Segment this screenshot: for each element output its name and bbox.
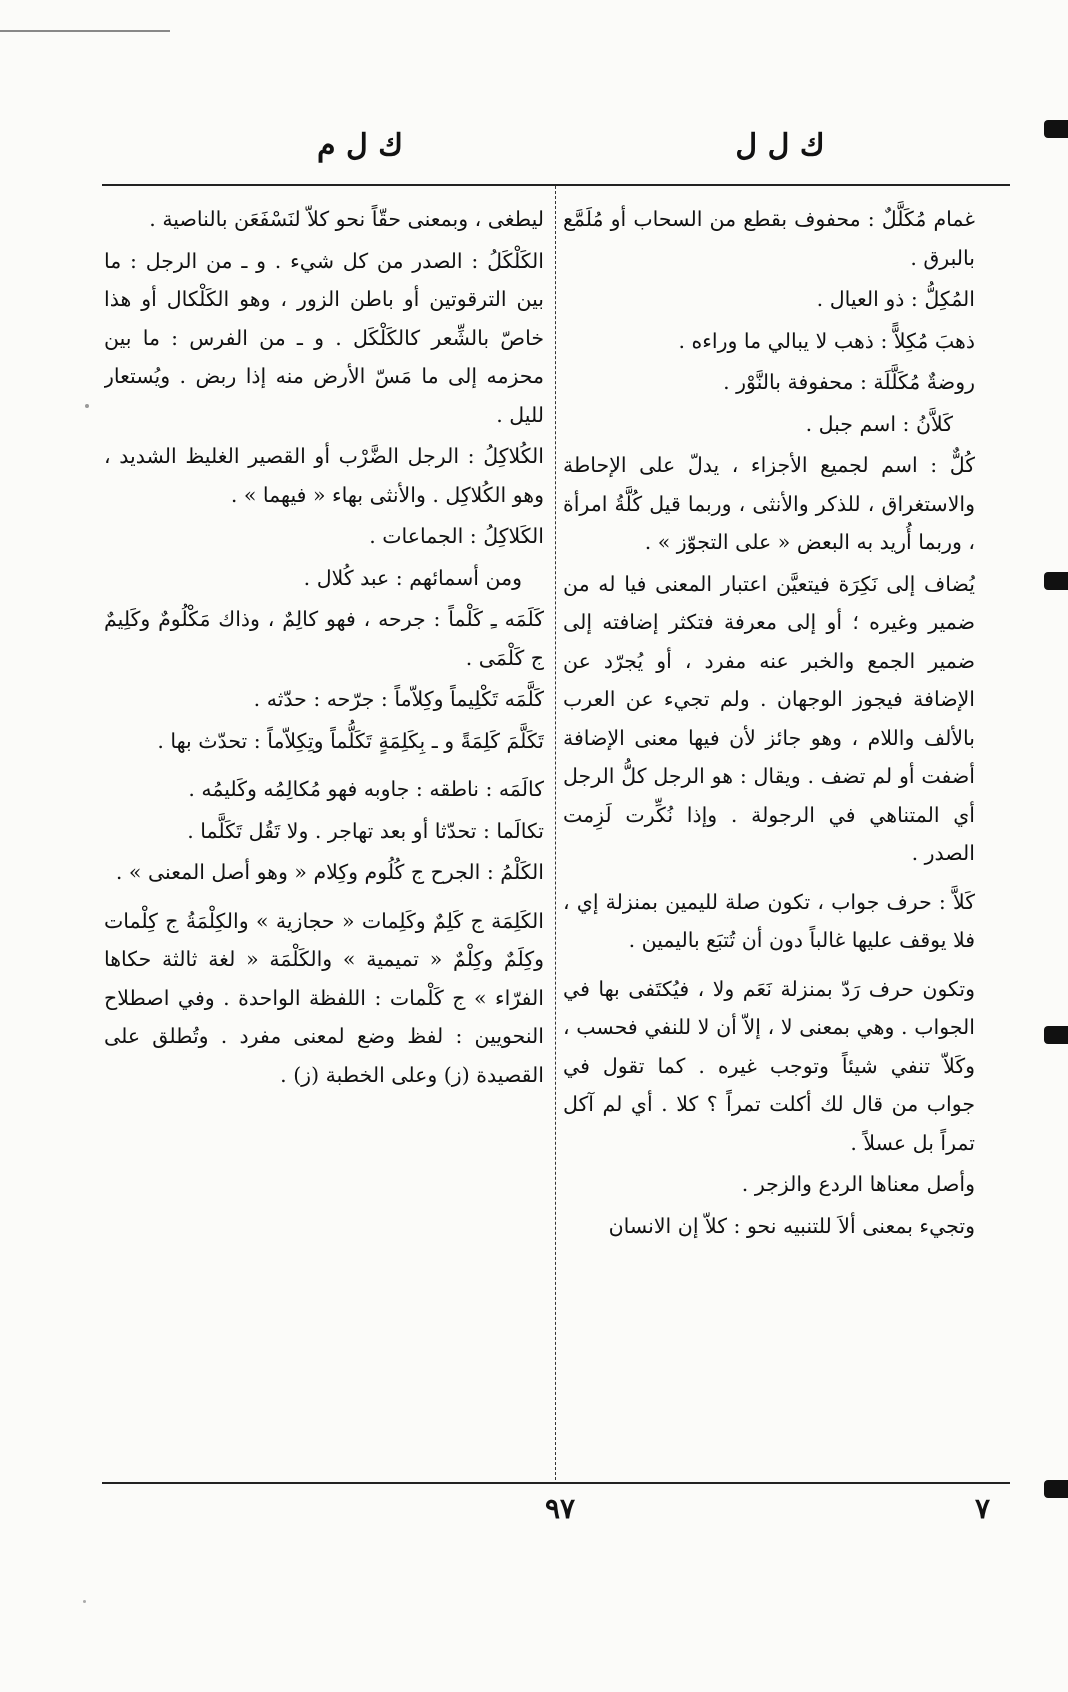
entry-paragraph: ذهبَ مُكِلاًّ : ذهب لا يبالي ما وراءه . <box>678 328 975 353</box>
binding-mark <box>1044 120 1068 138</box>
entry-paragraph: الكَلاكِلُ : الجماعات . <box>369 524 544 548</box>
entry-paragraph: يُضاف إلى نَكِرَة فيتعيَّن اعتبار المعنى فيا له من ضمير وغيره ؛ أو إلى معرفة فتكثر إضافته إلى ضمير الجمع والخبر عنه مفرد ، أو يُجرّد عن الإضافة فيجوز الوجهان . ولم تجيء عن العرب بالألف واللام ، وهو جائز لأن فيها معنى الإضافة أضفت أو لم تضف . ويقال : هو الرجل كلُّ الرجل أي المتناهي في الرجولة . وإذا نُكِّرت لَزِمت الصدر . <box>563 571 975 865</box>
scan-speck <box>85 404 89 408</box>
entry-paragraph: وتكون حرف رَدّ بمنزلة نَعَم ولا ، فيُكتَفى بها في الجواب . وهي بمعنى لا ، إلاّ أن لا للنفي فحسب ، وكَلاّ تنفي شيئاً وتوجب غيره . كما تقول في جواب من قال لك أكلت تمراً ؟ كلا . أي لم آكل تمراً بل عسلاً . <box>563 976 975 1155</box>
entry-paragraph: ليطغى ، وبمعنى حقّاً نحو كلاّ لنَسْفَعَن بالناصية . <box>149 207 544 231</box>
bottom-rule <box>102 1482 1010 1484</box>
entry-paragraph: كالَمَه : ناطقه : جاوبه فهو مُكالِمُه وكَليمُه . <box>188 777 544 801</box>
page-number: ٩٧ <box>545 1492 576 1525</box>
entry-paragraph: الكَلْكَلُ : الصدر من كل شيء . و ـ من الرجل : ما بين الترقوتين أو باطن الزور ، وهو الكَلْكال أو هذا خاصّ بالشِّعر كالكَلْكَل . و ـ من الفرس : ما بين محزمه إلى ما مَسّ الأرض منه إذا ربض . ويُستعار لليل . <box>104 248 544 427</box>
binding-mark <box>1044 572 1068 590</box>
entry-paragraph: الكَلِمَة ج كَلِمٌ وكَلِمات « حجازية » والكِلْمَةُ ج كِلْمات وكِلَمٌ وكِلْمٌ « تميمية » والكَلْمَة « لغة ثالثة حكاها الفرّاء » ج كَلْمات : اللفظة الواحدة . وفي اصطلاح النحويين : لفظ وضع لمعنى مفرد . وتُطلق على القصيدة (ز) وعلى الخطبة (ز) . <box>104 908 544 1087</box>
entry-paragraph: غمام مُكَلَّلٌ : محفوف بقطع من السحاب أو مُلَمَّع بالبرق . <box>563 207 975 270</box>
entry-paragraph: كَلَّمَه تَكْلِيماً وكِلاّماً : جرّحه : حدّثه . <box>253 687 544 711</box>
entry-paragraph: ومن أسمائهم : عبد كُلال . <box>303 565 522 590</box>
entry-paragraph: كَلَمَه ـِ كَلْماً : جرحه ، فهو كالِمٌ ، وذاك مَكْلُومٌ وكَلِيمٌ ج كَلْمَى . <box>104 607 544 670</box>
right-column <box>563 200 975 1475</box>
root-heading-left: ك ل م <box>317 128 403 163</box>
scan-edge-line <box>0 30 170 32</box>
column-divider <box>555 186 556 1480</box>
entry-paragraph: كَلاَّ : حرف جواب ، تكون صلة لليمين بمنزلة إي ، فلا يوقف عليها غالباً دون أن تُتبَع باليمين . <box>563 889 975 952</box>
entry-paragraph: الكُلاكِلُ : الرجل الضَّرْب أو القصير الغليظ الشديد ، وهو الكُلاكِل . والأنثى بهاء « فيهما » . <box>104 444 544 507</box>
scan-speck <box>83 1600 86 1603</box>
entry-paragraph: وتجيء بمعنى ألاَ للتنبيه نحو : كلاّ إن الانسان <box>608 1213 975 1238</box>
binding-mark <box>1044 1480 1068 1498</box>
entry-paragraph: كُلٌّ : اسم لجميع الأجزاء ، يدلّ على الإحاطة والاستغراق ، للذكر والأنثى ، وربما قيل كُلَّةُ امرأة ، وربما أُريد به البعض « على التجوّز » . <box>563 453 975 554</box>
top-rule <box>102 184 1010 186</box>
entry-paragraph: الكَلْمُ : الجرح ج كُلُوم وكِلام « وهو أصل المعنى » . <box>115 860 544 884</box>
signature-number: ٧ <box>975 1492 991 1525</box>
entry-paragraph: كَلاَّنُ : اسم جبل . <box>805 411 953 436</box>
binding-mark <box>1044 1026 1068 1044</box>
entry-paragraph: المُكِلُّ : ذو العيال . <box>816 287 975 311</box>
left-column <box>104 200 544 1475</box>
entry-paragraph: روضةٌ مُكَلَّلَة : محفوفة بالنَّوْر . <box>723 370 975 394</box>
entry-paragraph: تَكَلَّمَ كَلِمَةً و ـ بِكَلِمَةٍ تَكَلُّماً وتِكِلاّماً : تحدّث بها . <box>157 728 544 753</box>
entry-paragraph: وأصل معناها الردع والزجر . <box>741 1172 975 1196</box>
root-heading-right: ك ل ل <box>735 128 825 163</box>
entry-paragraph: تكالَما : تحدّثا أو بعد تهاجر . ولا تَقُل تَكَلَّما . <box>187 818 544 843</box>
